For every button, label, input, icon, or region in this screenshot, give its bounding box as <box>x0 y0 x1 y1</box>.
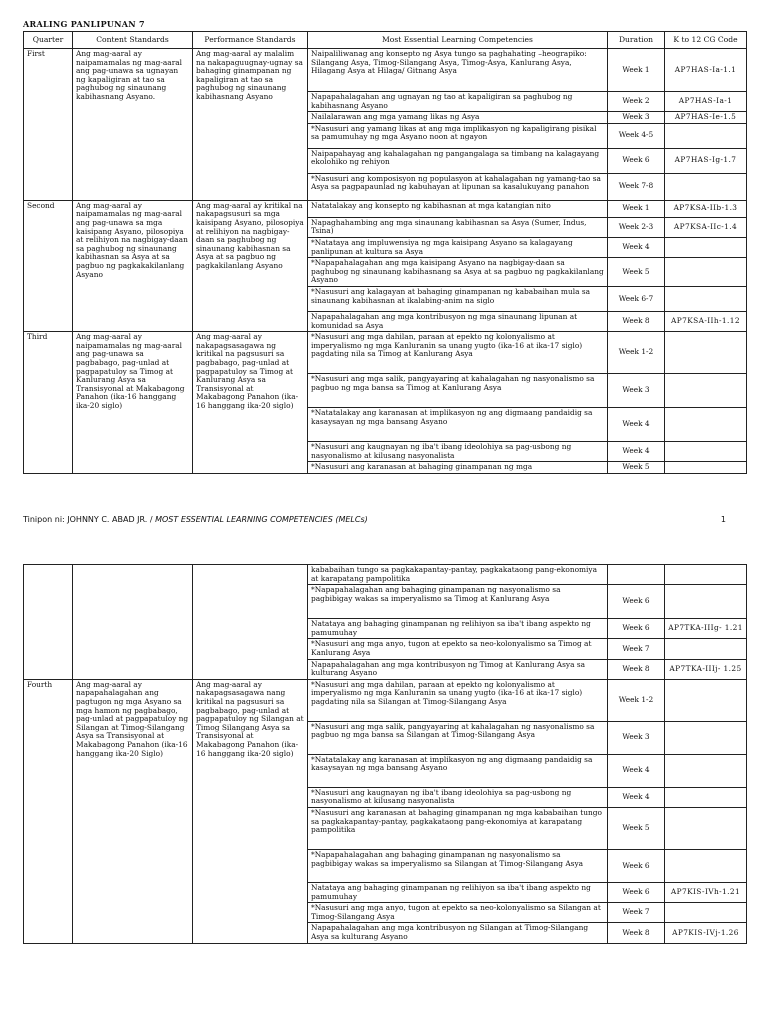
performance-standards-cell: Ang mag-aaral ay nakapagsasagawa ng kritikal na pagsusuri sa pagbabago, pag-unlad at pagpapatuloy sa Timog at Kanlurang Asya sa Transisyonal at Makabagong Panahon (ika-16 hanggang ika-20 siglo) <box>193 332 308 474</box>
cg-code-cell <box>665 754 747 787</box>
competency-cell: *Natatalakay ang karanasan at implikasyon ng ang digmaang pandaidig sa kasaysayan ng mga bansang Asyano <box>308 754 608 787</box>
competency-cell: *Nasusuri ang mga dahilan, paraan at epekto ng kolonyalismo at imperyalismo ng mga Kanluranin sa unang yugto (ika-16 at ika-17 siglo) pagdating nila sa Timog at Kanlurang Asya <box>308 332 608 374</box>
competency-cell: Natataya ang bahaging ginampanan ng relihiyon sa iba't ibang aspekto ng pamumuhay <box>308 882 608 902</box>
duration-cell: Week 6 <box>608 585 665 619</box>
page-1 <box>23 17 746 474</box>
cg-code-cell <box>665 237 747 257</box>
competency-cell: *Nasusuri ang mga anyo, tugon at epekto sa neo-kolonyalismo sa Timog at Kanlurang Asya <box>308 639 608 659</box>
melc-table-page-2 <box>23 564 747 944</box>
duration-cell: Week 6 <box>608 849 665 882</box>
duration-cell: Week 1-2 <box>608 332 665 374</box>
duration-cell <box>608 565 665 585</box>
cg-code-cell <box>665 286 747 311</box>
content-standards-continued-cell <box>73 565 193 680</box>
competency-cell: Napapahalagahan ang mga kontribusyon ng mga sinaunang lipunan at komunidad sa Asya <box>308 311 608 331</box>
cg-code-cell <box>665 787 747 807</box>
header-competencies: Most Essential Learning Competencies <box>308 32 608 49</box>
duration-cell: Week 5 <box>608 807 665 849</box>
duration-cell: Week 7 <box>608 639 665 659</box>
duration-cell: Week 4 <box>608 787 665 807</box>
competency-cell: *Nasusuri ang yamang likas at ang mga implikasyon ng kapaligirang pisikal sa pamumuhay ng mga Asyano noon at ngayon <box>308 123 608 148</box>
cg-code-cell <box>665 849 747 882</box>
competency-cell: *Nasusuri ang kalagayan at bahaging ginampanan ng kababaihan mula sa sinaunang kabihasnan at ikalabing-anim na siglo <box>308 286 608 311</box>
cg-code-cell: AP7KIS-IVh-1.21 <box>665 882 747 902</box>
competency-cell: Napapahalagahan ang mga kontribusyon ng Timog at Kanlurang Asya sa kulturang Asyano <box>308 659 608 679</box>
competency-cell: Napapahalagahan ang ugnayan ng tao at kapaligiran sa paghubog ng kabihasnang Asyano <box>308 92 608 112</box>
competency-cell: *Nasusuri ang komposisyon ng populasyon at kahalagahan ng yamang-tao sa Asya sa pagpapaunlad ng kabuhayan at lipunan sa kasalukuyang panahon <box>308 173 608 200</box>
duration-cell: Week 8 <box>608 923 665 943</box>
table-row <box>24 565 747 585</box>
cg-code-cell <box>665 565 747 585</box>
content-standards-cell: Ang mag-aaral ay napapahalagahan ang pagtugon ng mga Asyano sa mga hamon ng pagbabago, pag-unlad at pagpapatuloy ng Silangan at Timog-Silangang Asya sa Transisyonal at Makabagong Panahon (ika-16 hanggang ika-20 Siglo) <box>73 679 193 943</box>
duration-cell: Week 5 <box>608 258 665 287</box>
duration-cell: Week 3 <box>608 112 665 124</box>
duration-cell: Week 7-8 <box>608 173 665 200</box>
header-quarter: Quarter <box>24 32 73 49</box>
competency-cell: Naipaliliwanag ang konsepto ng Asya tungo sa paghahating –heograpiko: Silangang Asya, Timog-Silangang Asya, Timog-Asya, Kanlurang Asya, Hilagang Asya at Hilaga/ Gitnang Asya <box>308 49 608 92</box>
duration-cell: Week 4 <box>608 408 665 442</box>
competency-cell: *Nasusuri ang karanasan at bahaging ginampanan ng mga <box>308 462 608 474</box>
duration-cell: Week 4 <box>608 442 665 462</box>
competency-cell: Natatalakay ang konsepto ng kabihasnan at mga katangian nito <box>308 200 608 217</box>
cg-code-cell: AP7TKA-IIIg- 1.21 <box>665 619 747 639</box>
competency-cell: *Nasusuri ang mga anyo, tugon at epekto sa neo-kolonyalismo sa Silangan at Timog-Silangang Asya <box>308 903 608 923</box>
header-duration: Duration <box>608 32 665 49</box>
table-row <box>24 49 747 92</box>
table-row <box>24 200 747 217</box>
duration-cell: Week 6 <box>608 882 665 902</box>
table-body-page-2 <box>24 565 747 944</box>
competency-cell: *Natatalakay ang karanasan at implikasyon ng ang digmaang pandaidig sa kasaysayan ng mga bansang Asyano <box>308 408 608 442</box>
duration-cell: Week 6-7 <box>608 286 665 311</box>
content-standards-cell: Ang mag-aaral ay naipamamalas ng mag-aaral ang pag-unawa sa pagbabago, pag-unlad at pagpapatuloy sa Timog at Kanlurang Asya sa Transisyonal at Makabagong Panahon (ika-16 hanggang ika-20 siglo) <box>73 332 193 474</box>
cg-code-cell <box>665 679 747 721</box>
content-standards-cell: Ang mag-aaral ay naipamamalas ng mag-aaral ang pag-unawa sa mga kaisipang Asyano, pilosopiya at relihiyon na nagbigay-daan sa paghubog ng sinaunang kabihasnan sa Asya at sa pagbuo ng pagkakakilanlang Asyano <box>73 200 193 331</box>
cg-code-cell: AP7HAS-Ie-1.5 <box>665 112 747 124</box>
performance-standards-continued-cell <box>193 565 308 680</box>
duration-cell: Week 5 <box>608 462 665 474</box>
duration-cell: Week 4-5 <box>608 123 665 148</box>
performance-standards-cell: Ang mag-aaral ay kritikal na nakapagsusuri sa mga kaisipang Asyano, pilosopiya at relihiyon na nagbigay-daan sa paghubog ng sinaunang kabihasnan sa Asya at sa pagbuo ng pagkakilanlang Asyano <box>193 200 308 331</box>
table-row <box>24 332 747 374</box>
duration-cell: Week 6 <box>608 619 665 639</box>
cg-code-cell <box>665 408 747 442</box>
footer-subtitle: MOST ESSENTIAL LEARNING COMPETENCIES (MELCs) <box>155 515 368 524</box>
cg-code-cell <box>665 721 747 754</box>
cg-code-cell <box>665 332 747 374</box>
cg-code-cell: AP7KSA-IIb-1.3 <box>665 200 747 217</box>
duration-cell: Week 2 <box>608 92 665 112</box>
cg-code-cell <box>665 462 747 474</box>
duration-cell: Week 4 <box>608 237 665 257</box>
competency-cell: *Nasusuri ang mga salik, pangyayaring at kahalagahan ng nasyonalismo sa pagbuo ng mga bansa sa Timog at Kanlurang Asya <box>308 374 608 408</box>
duration-cell: Week 2-3 <box>608 217 665 237</box>
cg-code-cell <box>665 442 747 462</box>
cg-code-cell <box>665 374 747 408</box>
duration-cell: Week 1 <box>608 200 665 217</box>
duration-cell: Week 4 <box>608 754 665 787</box>
cg-code-cell <box>665 585 747 619</box>
cg-code-cell: AP7HAS-Ia-1.1 <box>665 49 747 92</box>
header-performance-standards: Performance Standards <box>193 32 308 49</box>
cg-code-cell: AP7HAS-Ia-1 <box>665 92 747 112</box>
competency-cell: Napaghahambing ang mga sinaunang kabihasnan sa Asya (Sumer, Indus, Tsina) <box>308 217 608 237</box>
page-footer <box>23 513 746 527</box>
competency-cell: *Napapahalagahan ang bahaging ginampanan ng nasyonalismo sa pagbibigay wakas sa imperyalismo sa Silangan at Timog-Silangang Asya <box>308 849 608 882</box>
page-2 <box>23 564 746 944</box>
competency-cell: *Natataya ang impluwensiya ng mga kaisipang Asyano sa kalagayang panlipunan at kultura sa Asya <box>308 237 608 257</box>
competency-cell: Naipapahayag ang kahalagahan ng pangangalaga sa timbang na kalagayang ekolohiko ng rehiyon <box>308 148 608 173</box>
duration-cell: Week 1-2 <box>608 679 665 721</box>
cg-code-cell: AP7HAS-Ig-1.7 <box>665 148 747 173</box>
quarter-label: First <box>24 49 73 201</box>
footer-compiled-by: Tinipon ni: JOHNNY C. ABAD JR. / <box>23 515 156 524</box>
competency-cell: *Nasusuri ang karanasan at bahaging ginampanan ng mga kababaihan tungo sa pagkakapantay-pantay, pagkakataong pang-ekonomiya at karapatang pampolitika <box>308 807 608 849</box>
cg-code-cell <box>665 173 747 200</box>
duration-cell: Week 3 <box>608 721 665 754</box>
table-row <box>24 679 747 721</box>
quarter-continued-cell <box>24 565 73 680</box>
cg-code-cell <box>665 258 747 287</box>
competency-cell: *Nasusuri ang mga salik, pangyayaring at kahalagahan ng nasyonalismo sa pagbuo ng mga bansa sa Silangan at Timog-Silangang Asya <box>308 721 608 754</box>
performance-standards-cell: Ang mag-aaral ay malalim na nakapaguugnay-ugnay sa bahaging ginampanan ng kapaligiran at tao sa paghubog ng sinaunang kabihasnang Asyano <box>193 49 308 201</box>
competency-cell: *Napapahalagahan ang bahaging ginampanan ng nasyonalismo sa pagbibigay wakas sa imperyalismo sa Timog at Kanlurang Asya <box>308 585 608 619</box>
duration-cell: Week 1 <box>608 49 665 92</box>
header-content-standards: Content Standards <box>73 32 193 49</box>
content-standards-cell: Ang mag-aaral ay naipamamalas ng mag-aaral ang pag-unawa sa ugnayan ng kapaligiran at tao sa paghubog ng sinaunang kabihasnang Asyano. <box>73 49 193 201</box>
competency-cell: *Nasusuri ang kaugnayan ng iba't ibang ideolohiya sa pag-usbong ng nasyonalismo at kilusang nasyonalista <box>308 787 608 807</box>
competency-cell: Natataya ang bahaging ginampanan ng relihiyon sa iba't ibang aspekto ng pamumuhay <box>308 619 608 639</box>
cg-code-cell: AP7KIS-IVj-1.26 <box>665 923 747 943</box>
cg-code-cell <box>665 639 747 659</box>
competency-cell: *Napapahalagahan ang mga kaisipang Asyano na nagbigay-daan sa paghubog ng sinaunang kabihasnang sa Asya at sa pagbuo ng pagkakilanlang Asyano <box>308 258 608 287</box>
cg-code-cell: AP7TKA-IIIj- 1.25 <box>665 659 747 679</box>
cg-code-cell <box>665 807 747 849</box>
competency-cell: kababaihan tungo sa pagkakapantay-pantay, pagkakataong pang-ekonomiya at karapatang pampolitika <box>308 565 608 585</box>
competency-cell: *Nasusuri ang kaugnayan ng iba't ibang ideolohiya sa pag-usbong ng nasyonalismo at kilusang nasyonalista <box>308 442 608 462</box>
performance-standards-cell: Ang mag-aaral ay nakapagsasagawa nang kritikal na pagsusuri sa pagbabago, pag-unlad at pagpapatuloy ng Silangan at Timog Silangang Asya sa Transisyonal at Makabagong Panahon (ika-16 hanggang ika-20 siglo) <box>193 679 308 943</box>
document-title: ARALING PANLIPUNAN 7 <box>23 19 145 29</box>
quarter-label: Third <box>24 332 73 474</box>
competency-cell: *Nasusuri ang mga dahilan, paraan at epekto ng kolonyalismo at imperyalismo ng mga Kanluranin sa unang yugto (ika-16 at ika-17 siglo) pagdating nila sa Silangan at Timog-Silangang Asya <box>308 679 608 721</box>
melc-table-page-1 <box>23 31 747 474</box>
duration-cell: Week 8 <box>608 659 665 679</box>
cg-code-cell <box>665 903 747 923</box>
quarter-label: Second <box>24 200 73 331</box>
page-number: 1 <box>720 515 726 524</box>
competency-cell: Napapahalagahan ang mga kontribusyon ng Silangan at Timog-Silangang Asya sa kulturang Asyano <box>308 923 608 943</box>
duration-cell: Week 8 <box>608 311 665 331</box>
cg-code-cell: AP7KSA-IIh-1.12 <box>665 311 747 331</box>
cg-code-cell: AP7KSA-IIc-1.4 <box>665 217 747 237</box>
header-cg-code: K to 12 CG Code <box>665 32 747 49</box>
quarter-label: Fourth <box>24 679 73 943</box>
duration-cell: Week 6 <box>608 148 665 173</box>
table-body-page-1 <box>24 49 747 474</box>
cg-code-cell <box>665 123 747 148</box>
duration-cell: Week 3 <box>608 374 665 408</box>
competency-cell: Nailalarawan ang mga yamang likas ng Asya <box>308 112 608 124</box>
header-row <box>24 32 747 49</box>
duration-cell: Week 7 <box>608 903 665 923</box>
